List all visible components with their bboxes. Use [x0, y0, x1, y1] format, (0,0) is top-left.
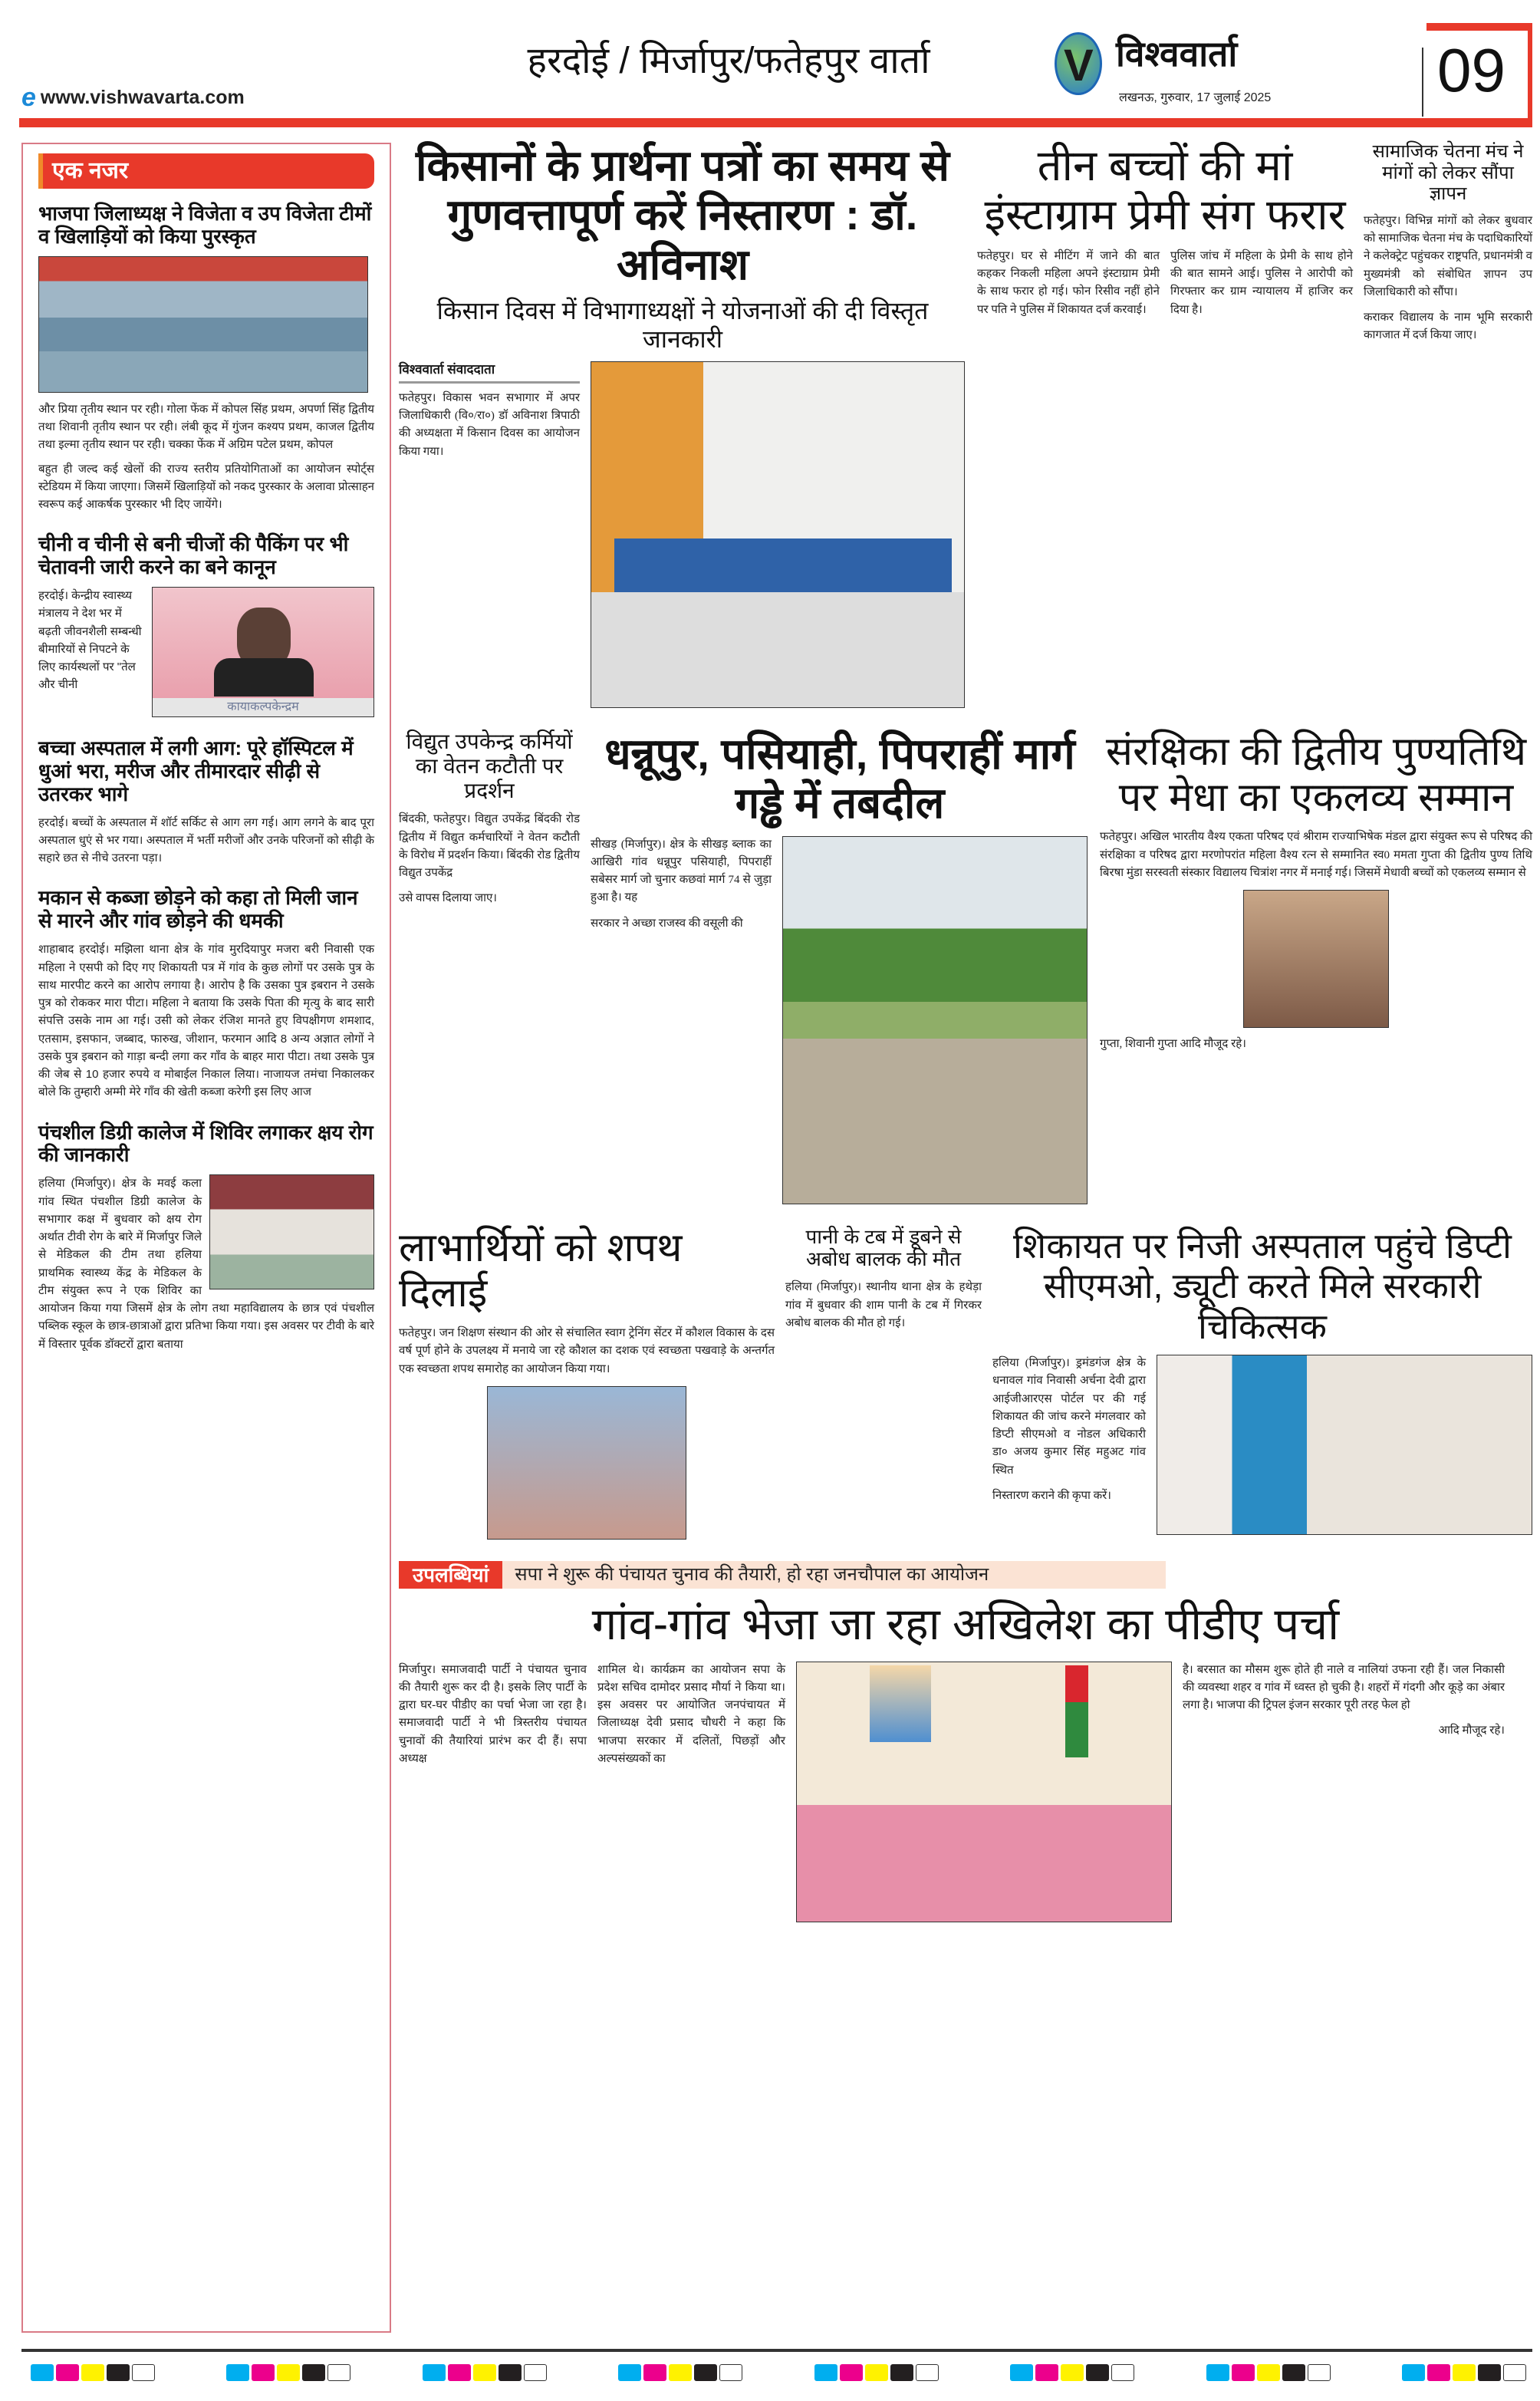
logo-v-mark: V — [1064, 41, 1094, 91]
color-swatch — [1453, 2364, 1476, 2381]
color-registration-strip — [31, 2364, 1526, 2381]
color-swatch — [524, 2364, 547, 2381]
color-swatch — [814, 2364, 837, 2381]
article-closing: बहुत ही जल्द कई खेलों की राज्य स्तरीय प्रतियोगिताओं का आयोजन स्पोर्ट्स स्टेडियम में किया जाएगा। जिसमें खिलाड़ियों को नकद पुरस्कार के अलावा प्रोत्साहन स्वरूप कई आकर्षक पुरस्कार भी दिए जायेंगे। — [38, 462, 374, 512]
instagram-headline: तीन बच्चों की मां इंस्टाग्राम प्रेमी संग फरार — [984, 141, 1346, 239]
samajik-headline: सामाजिक चेतना मंच ने मांगों को लेकर सौंपा ज्ञापन — [1372, 141, 1524, 205]
color-swatch — [81, 2364, 104, 2381]
damaged-road-photo — [782, 836, 1088, 1204]
dhannupur-closing: सरकार ने अच्छा राजस्व की वसूली की — [591, 917, 743, 930]
article-headline: बच्चा अस्पताल में लगी आग: पूरे हॉस्पिटल में धुआं भरा, मरीज और तीमारदार सीढ़ी से उतरकर भागे — [38, 736, 354, 805]
sidebar-article — [38, 533, 374, 717]
color-swatch — [1061, 2364, 1084, 2381]
color-swatch — [1478, 2364, 1501, 2381]
color-swatch — [107, 2364, 130, 2381]
color-bar-group — [1010, 2364, 1134, 2381]
color-swatch — [499, 2364, 522, 2381]
color-swatch — [327, 2364, 350, 2381]
hospital-inspection-photo — [1157, 1355, 1532, 1535]
instagram-body-2: पुलिस जांच में महिला के प्रेमी के साथ होने की बात सामने आई। पुलिस ने आरोपी को गिरफ्तार कर ग्राम न्यायालय में हाजिर कर दिया है। — [1170, 249, 1353, 316]
pani-article — [785, 1226, 982, 1333]
color-swatch — [1035, 2364, 1058, 2381]
shikayat-article — [992, 1226, 1532, 1536]
footer-rule — [21, 2349, 1532, 2352]
pledge-photo — [487, 1386, 686, 1540]
samajik-closing: कराकर विद्यालय के नाम भूमि सरकारी कागजात में दर्ज किया जाए। — [1364, 311, 1532, 342]
article-body: और प्रिया तृतीय स्थान पर रही। गोला फेंक में कोपल सिंह प्रथम, अपर्णा सिंह द्वितीय तथा शिवानी तृतीय स्थान पर रही। लंबी कूद में गुंजन कश्यप प्रथम, काजल द्वितीय तथा इल्मा तृतीय स्थान पर रही। चक्का फेंक में अग्रिम पटेल प्रथम, कोपल — [38, 402, 374, 452]
header-rule — [19, 118, 1532, 127]
color-swatch — [916, 2364, 939, 2381]
kicker-bar — [399, 1561, 1166, 1589]
pani-body: हलिया (मिर्जापुर)। स्थानीय थाना क्षेत्र के हथेड़ा गांव में बुधवार की शाम पानी के टब में गिरकर अबोध बालक की मौत हो गई। — [785, 1281, 982, 1329]
ek-nazar-banner: एक नजर — [38, 153, 374, 189]
pdp-body: मिर्जापुर। समाजवादी पार्टी ने पंचायत चुनाव की तैयारी शुरू कर दी है। इसके लिए पार्टी के द्वारा घर-घर पीडीए का पर्चा भेजा जा रहा है। समाजवादी पार्टी ने भी त्रिस्तरीय पंचायत चुनावों की तैयारियां प्रारंभ कर दी हैं। सपा अध्यक्ष — [399, 1663, 587, 1765]
vidyut-headline: विद्युत उपकेन्द्र कर्मियों का वेतन कटौती पर प्रदर्शन — [406, 729, 573, 803]
color-swatch — [865, 2364, 888, 2381]
color-swatch — [132, 2364, 155, 2381]
color-swatch — [1232, 2364, 1255, 2381]
award-ceremony-photo — [1243, 890, 1389, 1028]
color-swatch — [1206, 2364, 1229, 2381]
color-swatch — [277, 2364, 300, 2381]
sports-team-photo — [38, 256, 368, 393]
color-swatch — [423, 2364, 446, 2381]
vidyut-body: बिंदकी, फतेहपुर। विद्युत उपकेंद्र बिंदकी रोड द्वितीय में विद्युत कर्मचारियों ने वेतन कटौती के विरोध में प्रदर्शन किया। बिंदकी रोड द्वितीय विद्युत उपकेंद्र — [399, 813, 580, 880]
sanrakshika-body: फतेहपुर। अखिल भारतीय वैश्य एकता परिषद एवं श्रीराम राज्याभिषेक मंडल द्वारा संयुक्त रूप से परिषद की संरक्षिका व परिषद द्वारा मरणोपरांत महिला वैश्य रत्न से सम्मानित स्व0 ममता गुप्ता की द्वितीय पुण्य तिथि बिरषा मुंडा सरस्वती संस्कार विद्यालय चित्रांश नगर में मनाई गई। जिसमें मेधावी बच्चों को एकलव्य सम्मान से — [1100, 831, 1532, 879]
speaker-photo: कायाकल्पकेन्द्रम — [152, 587, 374, 717]
article-headline: चीनी व चीनी से बनी चीजों की पैकिंग पर भी चेतावनी जारी करने का बने कानून — [38, 532, 349, 579]
sanrakshika-headline: संरक्षिका की द्वितीय पुण्यतिथि पर मेधा का एकलव्य सम्मान — [1105, 729, 1527, 820]
instagram-article — [977, 141, 1353, 319]
color-bar-group — [31, 2364, 155, 2381]
color-swatch — [473, 2364, 496, 2381]
color-swatch — [1257, 2364, 1280, 2381]
color-swatch — [1086, 2364, 1109, 2381]
color-swatch — [1282, 2364, 1305, 2381]
color-swatch — [643, 2364, 666, 2381]
color-bar-group — [1206, 2364, 1331, 2381]
color-bar-group — [423, 2364, 547, 2381]
color-bar-group — [814, 2364, 939, 2381]
kisan-subheadline: किसान दिवस में विभागाध्यक्षों ने योजनाओं की दी विस्तृत जानकारी — [436, 297, 929, 353]
color-swatch — [56, 2364, 79, 2381]
color-swatch — [1427, 2364, 1450, 2381]
shapath-body: फतेहपुर। जन शिक्षण संस्थान की ओर से संचालित स्वाग ट्रेनिंग सेंटर में कौशल विकास के दस वर्ष पूर्ण होने के उपलक्ष्य में मनाये जा रहे कौशल का दशक एवं स्वच्छता पखवाड़े के अन्तर्गत एक स्वच्छता शपथ समारोह का आयोजन किया गया। — [399, 1327, 775, 1375]
page-number: 09 — [1437, 36, 1505, 104]
article-body: हलिया (मिर्जापुर)। क्षेत्र के मवई कला गांव स्थित पंचशील डिग्री कालेज के सभागार कक्ष में बुधवार को क्षय रोग अर्थात टीवी रोग के बारे में मिर्जापुर जिले से मेडिकल की टीम तथा हलिया प्राथमिक स्वास्थ्य केंद्र के मेडिकल के टीम संयुक्त रूप ने एक शिविर का आयोजन किया गया जिसमें क्षेत्र के लोग तथा महाविद्यालय के छात्र एवं पंचशील पब्लिक स्कूल के छात्र-छात्राओं द्वारा प्रतिभा किया गया। इस अवसर पर टीवी के बारे में विस्तार पूर्वक डॉक्टरों द्वारा बताया — [38, 1177, 374, 1351]
sanrakshika-closing: गुप्ता, शिवानी गुप्ता आदि मौजूद रहे। — [1100, 1038, 1246, 1051]
kisan-article — [399, 141, 966, 708]
dhannupur-body: सीखड़ (मिर्जापुर)। क्षेत्र के सीखड़ ब्लाक का आखिरी गांव धन्नूपुर पसियाही, पिपराहीं सबेसर मार्ग जो चुनार कछवां मार्ग 74 से जुड़ा हुआ है। यह — [591, 838, 772, 904]
dhannupur-headline: धन्नूपुर, पसियाही, पिपराहीं मार्ग गड्ढे में तबदील — [604, 729, 1075, 828]
color-swatch — [31, 2364, 54, 2381]
sidebar-box — [21, 143, 391, 2333]
vidyut-closing: उसे वापस दिलाया जाए। — [399, 892, 497, 905]
color-swatch — [1402, 2364, 1425, 2381]
main-area — [399, 141, 1532, 1922]
color-swatch — [1010, 2364, 1033, 2381]
section-title: हरदोई / मिर्जापुर/फतेहपुर वार्ता — [527, 41, 930, 81]
article-body: हरदोई। केन्द्रीय स्वास्थ्य मंत्रालय ने देश भर में बढ़ती जीवनशैली सम्बन्धी बीमारियों से निपटने के लिए कार्यस्थलों पर "तेल और चीनी — [38, 589, 142, 692]
article-body: हरदोई। बच्चों के अस्पताल में शॉर्ट सर्किट से आग लग गई। आग लगने के बाद पूरा अस्पताल धुएं से भर गया। अस्पताल में भर्ती मरीजों और उनके परिजनों को सीढ़ी के सहारे छत से नीचे उतरना पड़ा। — [38, 815, 374, 865]
kicker-text: सपा ने शुरू की पंचायत चुनाव की तैयारी, हो रहा जनचौपाल का आयोजन — [515, 1564, 989, 1586]
kisan-headline: किसानों के प्रार्थना पत्रों का समय से गुणवत्तापूर्ण करें निस्तारण : डॉ. अविनाश — [416, 141, 949, 288]
color-swatch — [1503, 2364, 1526, 2381]
sidebar-article — [38, 887, 374, 1101]
color-swatch — [694, 2364, 717, 2381]
color-swatch — [252, 2364, 275, 2381]
shikayat-body: हलिया (मिर्जापुर)। ड्रमंडगंज क्षेत्र के धनावल गांव निवासी अर्चना देवी द्वारा आईजीआरएस पोर्टल पर की गई शिकायत की जांच करने मंगलवार को डिप्टी सीएमओ व नोडल अधिकारी डा० अजय कुमार सिंह महुअट गांव स्थित — [992, 1357, 1146, 1477]
byline: विश्ववार्ता संवाददाता — [399, 361, 580, 384]
sp-meeting-photo — [796, 1662, 1172, 1922]
website-url[interactable]: e www.vishwavarta.com — [21, 83, 245, 112]
dateline: लखनऊ, गुरुवार, 17 जुलाई 2025 — [1119, 91, 1272, 104]
kisan-body: फतेहपुर। विकास भवन सभागार में अपर जिलाधिकारी (वि०/रा०) डॉ अविनाश त्रिपाठी की अध्यक्षता में किसान दिवस का आयोजन किया गया। — [399, 391, 580, 458]
color-swatch — [719, 2364, 742, 2381]
party-flag — [1065, 1665, 1088, 1757]
instagram-body: फतेहपुर। घर से मीटिंग में जाने की बात कहकर निकली महिला अपने इंस्टाग्राम प्रेमी के साथ फरार हो गई। फोन रिसीव नहीं होने पर पति ने पुलिस में शिकायत दर्ज करवाई। — [977, 249, 1160, 316]
pdp-article — [399, 1561, 1532, 1922]
tb-camp-photo — [209, 1174, 374, 1289]
pdp-body-3: है। बरसात का मौसम शुरू होते ही नाले व नालियां उफना रही हैं। जल निकासी की व्यवस्था शहर व गांव में ध्वस्त हो चुकी है। शहरों में गंदगी और कूड़े का अंबार लगा है। भाजपा की ट्रिपल इंजन सरकार पूरी तरह फेल हो — [1183, 1663, 1505, 1712]
article-headline: पंचशील डिग्री कालेज में शिविर लगाकर क्षय रोग की जानकारी — [38, 1120, 373, 1167]
kisan-meeting-photo — [591, 361, 965, 708]
article-headline: भाजपा जिलाध्यक्ष ने विजेता व उप विजेता टीमों व खिलाड़ियों को किया पुरस्कृत — [38, 202, 372, 248]
article-body: शाहाबाद हरदोई। मझिला थाना क्षेत्र के गांव मुरदियापुर मजरा बरी निवासी एक महिला ने एसपी को दिए गए शिकायती पत्र में गांव के कुछ लोगों पर उसके पुत्र के साथ मारपीट करने का आरोप लगाया है। आरोप है कि उसका पुत्र इबरान ने उसके पुत्र को रोककर मारा पीटा। महिला ने बताया कि उसके पिता की मृत्यु के बाद सारी संपत्ति उसके नाम आ गई। उसी को लेकर रंजिश मानते हुए विपक्षीगण शमशाद, एतसाम, इसफान, जब्बाद, फारुख, जीशान, फरमान आदि 8 अन्य अज्ञात लोगों ने उसके पुत्र इबरान को गाड़ा बन्दी लगा कर गाँव के बाहर मारा पीटा। तथा उसके पुत्र की जेब से 10 हजार रुपये व मोबाईल निकाल लिया। नाजायज तमंचा निकालकर बोले कि तुम्हारी अम्मी मेरे गाँव की खेती कब्जा करेगी इस लिए आज — [38, 943, 374, 1099]
shikayat-closing: निस्तारण कराने की कृपा करें। — [992, 1489, 1111, 1502]
article-headline: मकान से कब्जा छोड़ने को कहा तो मिली जान से मारने और गांव छोड़ने की धमकी — [38, 886, 358, 933]
pdp-headline: गांव-गांव भेजा जा रहा अखिलेश का पीडीए पर्चा — [591, 1599, 1340, 1649]
portrait-poster — [870, 1665, 931, 1742]
color-swatch — [669, 2364, 692, 2381]
sidebar-article — [38, 1121, 374, 1353]
masthead-logo: V विश्ववार्ता लखनऊ, गुरुवार, 17 जुलाई 2025 — [1055, 29, 1415, 115]
shapath-headline: लाभार्थियों को शपथ दिलाई — [399, 1225, 683, 1316]
samajik-body: फतेहपुर। विभिन्न मांगों को लेकर बुधवार को सामाजिक चेतना मंच के पदाधिकारियों ने कलेक्ट्रेट पहुंचकर राष्ट्रपति, प्रधानमंत्री व मुख्यमंत्री को संबोधित ज्ञापन उप जिलाधिकारी को सौंपा। — [1364, 214, 1532, 298]
upalabdhiyan-tag: उपलब्धियां — [399, 1561, 502, 1589]
sidebar-article — [38, 203, 374, 513]
vidyut-article — [399, 730, 580, 908]
page-number-box — [1426, 23, 1532, 118]
dhannupur-article — [591, 730, 1089, 1204]
row-top — [399, 141, 1532, 708]
browser-e-icon: e — [21, 83, 36, 112]
sidebar-article — [38, 737, 374, 867]
pani-headline: पानी के टब में डूबने से अबोध बालक की मौत — [805, 1224, 962, 1271]
pdp-closing: आदि मौजूद रहे। — [1438, 1724, 1505, 1737]
shikayat-headline: शिकायत पर निजी अस्पताल पहुंचे डिप्टी सीएमओ, ड्यूटी करते मिले सरकारी चिकित्सक — [1013, 1225, 1512, 1347]
color-swatch — [226, 2364, 249, 2381]
sanrakshika-article — [1100, 730, 1532, 1054]
color-swatch — [1111, 2364, 1134, 2381]
color-swatch — [840, 2364, 863, 2381]
color-swatch — [890, 2364, 913, 2381]
color-swatch — [448, 2364, 471, 2381]
color-bar-group — [618, 2364, 742, 2381]
pdp-body-2: शामिल थे। कार्यक्रम का आयोजन सपा के प्रदेश सचिव दामोदर प्रसाद मौर्या ने किया था। इस अवसर पर आयोजित जनपंचायत में जिलाध्यक्ष देवी प्रसाद चौधरी ने कहा कि भाजपा सरकार में दलितों, पिछड़ों और अल्पसंख्यकों का — [597, 1663, 785, 1765]
color-swatch — [618, 2364, 641, 2381]
samajik-article — [1364, 141, 1532, 345]
row-lower — [399, 1226, 1532, 1540]
color-bar-group — [226, 2364, 350, 2381]
color-swatch — [302, 2364, 325, 2381]
row-middle — [399, 730, 1532, 1204]
color-bar-group — [1402, 2364, 1526, 2381]
color-swatch — [1308, 2364, 1331, 2381]
shapath-article — [399, 1226, 775, 1540]
